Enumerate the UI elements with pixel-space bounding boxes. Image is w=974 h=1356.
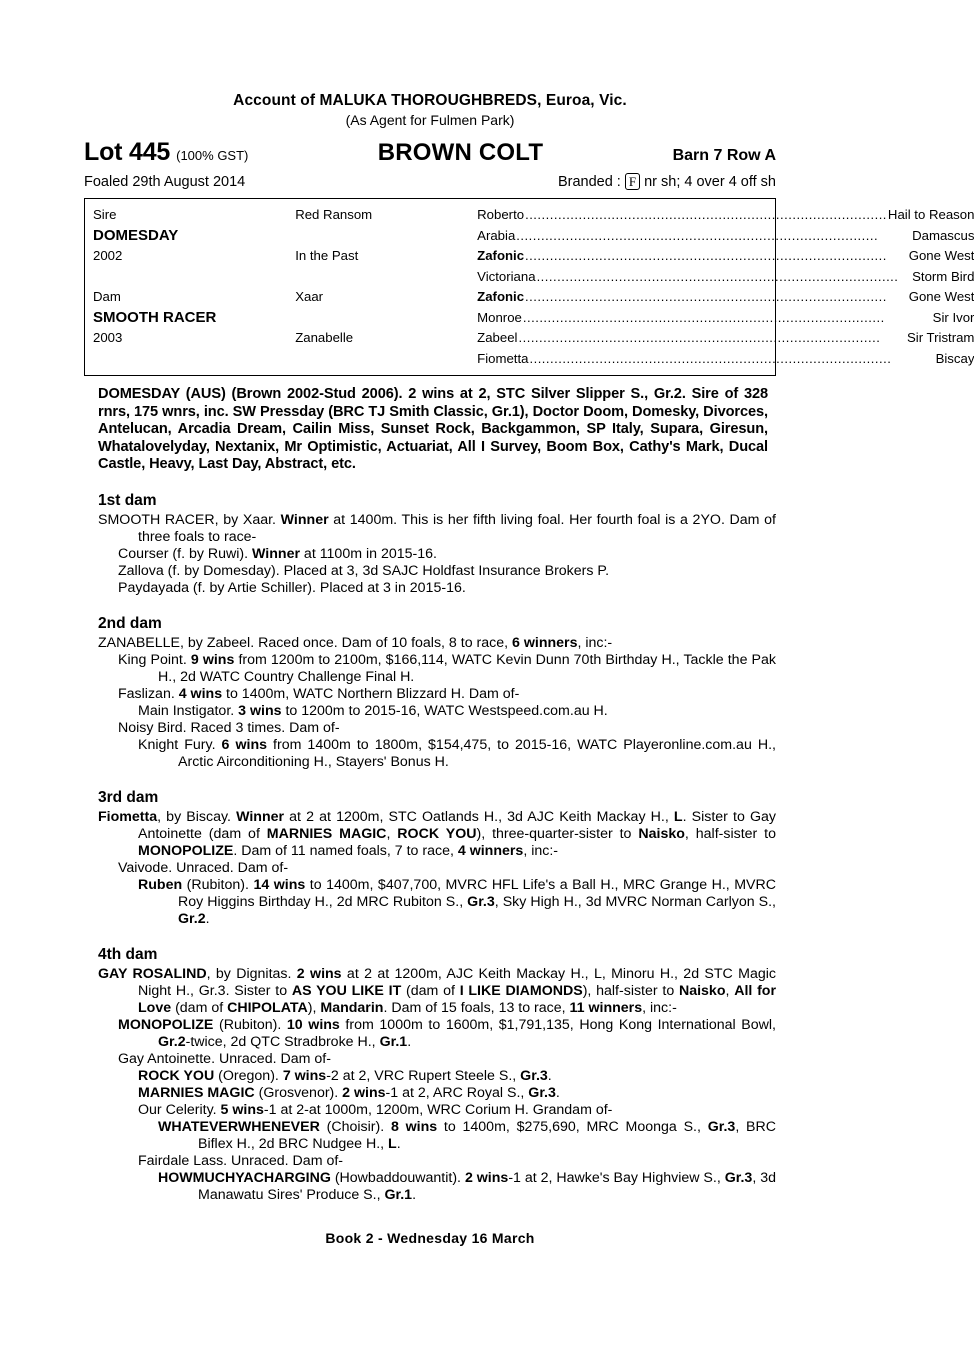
barn-row: Barn 7 Row A <box>672 147 776 164</box>
account-line: Account of MALUKA THOROUGHBREDS, Euroa, Vic. <box>233 92 627 109</box>
foaled-branded-row <box>84 173 776 190</box>
pedigree-line: Courser (f. by Ruwi). Winner at 1100m in 2015-16. <box>118 545 437 562</box>
sire-summary: DOMESDAY (AUS) (Brown 2002-Stud 2006). 2 wins at 2, STC Silver Slipper S., Gr.2. Sire of 328 rnrs, 175 wnrs, inc. SW Pressday (BRC TJ Smith Classic, Gr.1), Doctor Doom, Domesky, Divorces, Antelucan, Arcadia Dream, Cailin Miss, Sunset Rock, Backgammon, SP Italy, Supara, Giresun, Whatalovelyday, Nextanix, Mr Optimistic, Actuariat, All I Survey, Boom Box, Cathy's Mark, Ducal Castle, Heavy, Last Day, Abstract, etc. <box>98 386 768 472</box>
leader-dots <box>537 267 912 288</box>
ggp-row <box>477 308 974 329</box>
ggp-row <box>477 287 974 308</box>
grandparent-3: Xaar <box>295 289 324 304</box>
ggp-left: Zafonic <box>477 248 525 263</box>
gst-note: (100% GST) <box>176 148 249 163</box>
pedigree-line: ROCK YOU (Oregon). 7 wins-2 at 2, VRC Rupert Steele S., Gr.3. <box>138 1067 552 1084</box>
leader-dots <box>525 205 887 226</box>
pedigree-col-parents <box>93 205 295 369</box>
lot-number-group <box>84 138 248 167</box>
spacer <box>295 308 477 329</box>
leader-dots <box>525 246 908 267</box>
sire-year: 2002 <box>93 248 123 263</box>
dam-year: 2003 <box>93 330 123 345</box>
ggp-row <box>477 349 974 370</box>
section-body <box>84 809 776 928</box>
branded-info <box>558 173 776 190</box>
pedigree-line: Noisy Bird. Raced 3 times. Dam of- <box>118 719 340 736</box>
spacer <box>295 226 477 247</box>
pedigree-line: Knight Fury. 6 wins from 1400m to 1800m, $154,475, to 2015-16, WATC Playeronline.com.au H., Arctic Airconditioning H., Stayers' Bonus H. <box>138 736 776 770</box>
ggp-right: Gone West <box>908 289 974 304</box>
agent-line: (As Agent for Fulmen Park) <box>345 112 515 128</box>
pedigree-line: MARNIES MAGIC (Grosvenor). 2 wins-1 at 2, ARC Royal S., Gr.3. <box>138 1084 560 1101</box>
pedigree-line: WHATEVERWHENEVER (Choisir). 8 wins to 1400m, $275,690, MRC Moonga S., Gr.3, BRC Biflex H., 2d BRC Nudgee H., L. <box>158 1118 776 1152</box>
ggp-left: Zabeel <box>477 330 518 345</box>
dam-label: Dam <box>93 289 121 304</box>
sire-label: Sire <box>93 207 117 222</box>
lot-number: Lot 445 <box>84 138 171 166</box>
ggp-left: Fiometta <box>477 350 529 366</box>
pedigree-table <box>84 198 974 376</box>
ggp-row <box>477 328 974 349</box>
pedigree-line: MONOPOLIZE (Rubiton). 10 wins from 1000m to 1600m, $1,791,135, Hong Kong International Bowl, Gr.2-twice, 2d QTC Stradbroke H., Gr.1. <box>118 1016 776 1050</box>
pedigree-line: Paydayada (f. by Artie Schiller). Placed at 3 in 2015-16. <box>118 579 466 596</box>
branded-text: nr sh; 4 over 4 off sh <box>644 173 776 190</box>
ggp-left: Monroe <box>477 309 522 325</box>
pedigree-line: Faslizan. 4 wins to 1400m, WATC Northern Blizzard H. Dam of- <box>118 685 520 702</box>
sire-name: DOMESDAY <box>93 226 179 244</box>
section-heading: 1st dam <box>98 491 157 509</box>
pedigree-line: Ruben (Rubiton). 14 wins to 1400m, $407,700, MVRC HFL Life's a Ball H., MRC Grange H., MVRC Roy Higgins Birthday H., 2d MRC Rubiton S., Gr.3, Sky High H., 3d MVRC Norman Carlyon S., Gr.2. <box>138 876 777 927</box>
section-heading: 4th dam <box>98 945 158 963</box>
ggp-right: Gone West <box>908 248 974 263</box>
pedigree-line: GAY ROSALIND, by Dignitas. 2 wins at 2 at 1200m, AJC Keith Mackay H., L, Minoru H., 2d STC Magic Night H., Gr.3. Sister to AS YOU LIKE IT (dam of I LIKE DIAMONDS), half-sister to Naisko, All for Love (dam of CHIPOLATA), Mandarin. Dam of 15 foals, 13 to race, 11 winners, inc:- <box>98 965 776 1016</box>
dam-name: SMOOTH RACER <box>93 308 217 326</box>
ggp-right: Damascus <box>912 227 974 243</box>
grandparent-4: Zanabelle <box>295 330 354 345</box>
ggp-left: Zafonic <box>477 289 525 304</box>
spacer <box>295 349 477 370</box>
section-body <box>84 966 776 1204</box>
ggp-right: Sir Tristram <box>907 330 974 345</box>
pedigree-col-greatgrandparents <box>477 205 974 369</box>
leader-dots <box>529 349 934 370</box>
grandparent-2: In the Past <box>295 248 359 263</box>
pedigree-line: Zallova (f. by Domesday). Placed at 3, 3d SAJC Holdfast Insurance Brokers P. <box>118 562 610 579</box>
pedigree-line: Fairdale Lass. Unraced. Dam of- <box>138 1152 344 1169</box>
spacer <box>295 267 477 288</box>
section-heading: 3rd dam <box>98 788 159 806</box>
ggp-right: Sir Ivor <box>932 309 974 325</box>
spacer <box>93 267 295 288</box>
ggp-row <box>477 267 974 288</box>
ggp-row <box>477 226 974 247</box>
ggp-left: Roberto <box>477 207 525 222</box>
pedigree-col-grandparents <box>295 205 477 369</box>
leader-dots <box>525 287 908 308</box>
pedigree-line: HOWMUCHYACHARGING (Howbaddouwantit). 2 wins-1 at 2, Hawke's Bay Highview S., Gr.3, 3d Manawatu Sires' Produce S., Gr.1. <box>158 1169 776 1203</box>
ggp-left: Arabia <box>477 227 516 243</box>
ggp-row <box>477 205 974 226</box>
ggp-right: Biscay <box>935 350 974 366</box>
pedigree-line: Main Instigator. 3 wins to 1200m to 2015-16, WATC Westspeed.com.au H. <box>138 702 608 719</box>
pedigree-sections <box>84 492 776 1204</box>
horse-description: BROWN COLT <box>377 139 544 166</box>
pedigree-line: Fiometta, by Biscay. Winner at 2 at 1200m, STC Oatlands H., 3d AJC Keith Mackay H., L. Sister to Gay Antoinette (dam of MARNIES MAGIC, ROCK YOU), three-quarter-sister to Naisko, half-sister to MONOPOLIZE. Dam of 11 named foals, 7 to race, 4 winners, inc:- <box>98 808 777 859</box>
pedigree-line: Vaivode. Unraced. Dam of- <box>118 859 289 876</box>
section-body <box>84 512 776 597</box>
grandparent-1: Red Ransom <box>295 207 373 222</box>
brand-glyph-icon: F <box>625 173 640 190</box>
lot-header-row <box>84 138 776 167</box>
leader-dots <box>516 226 911 247</box>
section-body <box>84 635 776 771</box>
pedigree-line: SMOOTH RACER, by Xaar. Winner at 1400m. This is her fifth living foal. Her fourth foal is a 2YO. Dam of three foals to race- <box>98 511 776 545</box>
leader-dots <box>523 308 932 329</box>
section-heading: 2nd dam <box>98 614 162 632</box>
spacer <box>93 349 295 370</box>
ggp-right: Storm Bird <box>912 268 974 284</box>
ggp-row <box>477 246 974 267</box>
pedigree-line: Gay Antoinette. Unraced. Dam of- <box>118 1050 331 1067</box>
branded-label: Branded : <box>557 173 621 190</box>
pedigree-line: ZANABELLE, by Zabeel. Raced once. Dam of 10 foals, 8 to race, 6 winners, inc:- <box>98 634 613 651</box>
leader-dots <box>518 328 906 349</box>
ggp-right: Hail to Reason <box>887 207 974 222</box>
foaled-date: Foaled 29th August 2014 <box>84 173 246 190</box>
pedigree-line: King Point. 9 wins from 1200m to 2100m, $166,114, WATC Kevin Dunn 70th Birthday H., Tackle the Pak H., 2d WATC Country Challenge Final H. <box>118 651 776 685</box>
page-footer: Book 2 - Wednesday 16 March <box>325 1229 535 1246</box>
ggp-left: Victoriana <box>477 268 536 284</box>
pedigree-line: Our Celerity. 5 wins-1 at 2-at 1000m, 1200m, WRC Corium H. Grandam of- <box>138 1101 613 1118</box>
